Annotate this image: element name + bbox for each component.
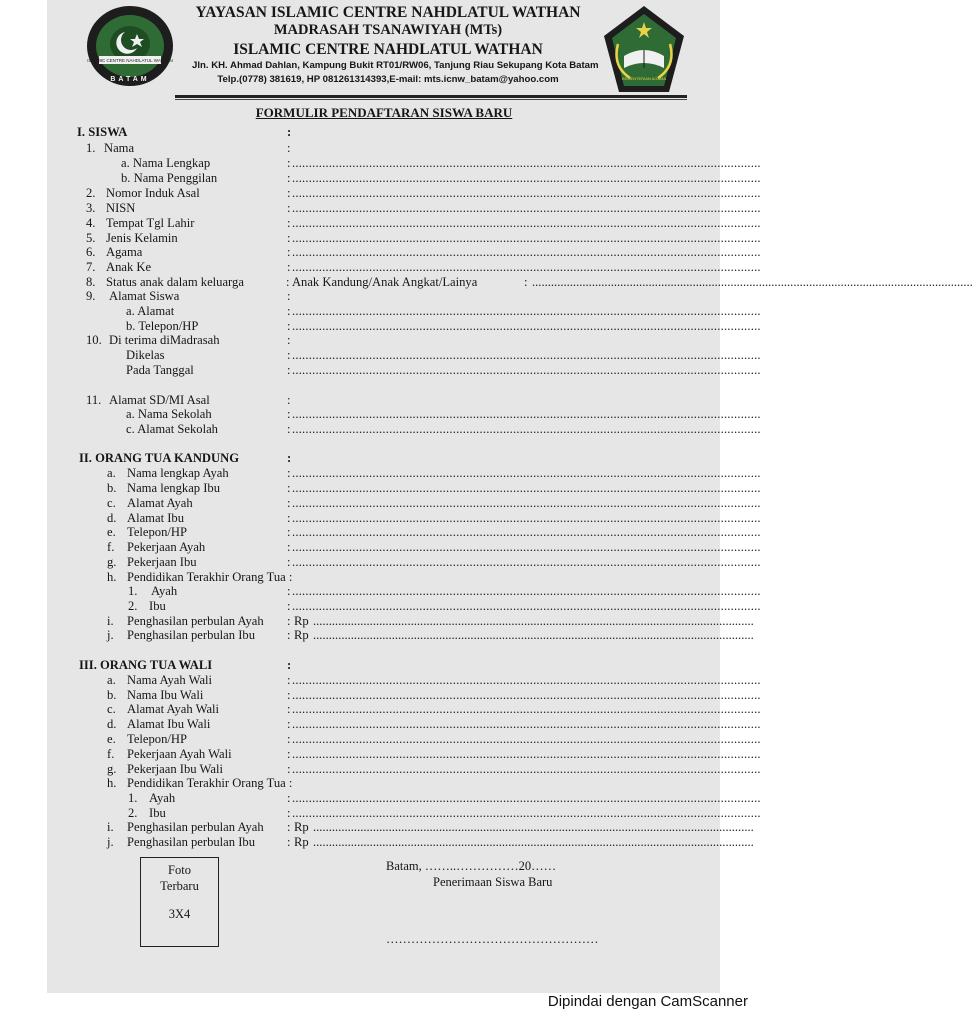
field-label: Alamat Ayah Wali [127, 702, 220, 716]
field-colon: : [287, 141, 291, 155]
field-label: Alamat Siswa [109, 289, 180, 303]
field-number: d. [107, 511, 117, 525]
field-label: Telepon/HP [127, 732, 187, 746]
field-colon: : [287, 393, 291, 407]
section-title: III. ORANG TUA WALI [79, 658, 213, 672]
fill-in-line[interactable]: ............................................................................................................................................ [292, 156, 761, 170]
field-label: c. Alamat Sekolah [126, 422, 218, 436]
field-colon: : [287, 702, 291, 716]
field-number: 2. [128, 806, 138, 820]
form-field-row [0, 319, 768, 334]
field-colon: : [287, 407, 291, 421]
foundation-name: YAYASAN ISLAMIC CENTRE NAHDLATUL WATHAN [195, 4, 581, 21]
field-label: Alamat SD/MI Asal [109, 393, 210, 407]
fill-in-line[interactable]: ............................................................................................................................................ [292, 201, 761, 215]
currency-label: Rp [294, 628, 309, 642]
section-heading [0, 451, 768, 466]
scanner-watermark: Dipindai dengan CamScanner [547, 993, 748, 1010]
field-number: b. [107, 481, 117, 495]
field-number: 1. [128, 584, 138, 598]
field-number: 1. [86, 141, 96, 155]
field-label: Jenis Kelamin [106, 231, 178, 245]
field-number: c. [107, 496, 116, 510]
fill-in-line[interactable]: ............................................................................................................................................ [292, 407, 761, 421]
form-field-row [0, 245, 768, 260]
form-field-row [0, 762, 768, 777]
fill-in-line[interactable]: ............................................................................................................................................ [292, 555, 761, 569]
field-number: 10. [86, 333, 102, 347]
field-label: a. Nama Sekolah [126, 407, 212, 421]
form-field-row [0, 806, 768, 821]
currency-label: Rp [294, 820, 309, 834]
field-colon: : [287, 451, 292, 465]
field-number: 4. [86, 216, 96, 230]
photo-label-2: Terbaru [160, 879, 199, 893]
form-field-row [0, 466, 768, 481]
field-label: Pada Tanggal [126, 363, 194, 377]
form-field-row [0, 747, 768, 762]
svg-text:KEMENTERIAN AGAMA: KEMENTERIAN AGAMA [621, 76, 667, 81]
form-field-row [0, 525, 768, 540]
field-number: 1. [128, 791, 138, 805]
form-field-row [0, 231, 768, 246]
signature-title: Penerimaan Siswa Baru [433, 875, 553, 889]
form-field-row [0, 628, 768, 643]
field-number: 11. [86, 393, 102, 407]
form-field-row [0, 156, 768, 171]
field-number: f. [107, 540, 115, 554]
field-number: 7. [86, 260, 96, 274]
fill-in-line[interactable]: ............................................................................................................................................ [292, 702, 761, 716]
section-title: II. ORANG TUA KANDUNG [79, 451, 240, 465]
field-label: Status anak dalam keluarga [106, 275, 244, 289]
field-number: 6. [86, 245, 96, 259]
fill-in-line[interactable]: ............................................................................................................................................ [292, 525, 761, 539]
fill-in-line[interactable]: ............................................................................................................................................ [292, 363, 761, 377]
field-number: 8. [86, 275, 96, 289]
field-colon: : [287, 673, 291, 687]
field-label: Nama Ayah Wali [127, 673, 213, 687]
field-label: Nama lengkap Ibu [127, 481, 221, 495]
signature-date: Batam, ……..……………20…… [386, 859, 557, 873]
field-colon: : [287, 762, 291, 776]
form-field-row [0, 275, 973, 290]
form-field-row [0, 614, 768, 629]
field-colon: : [287, 481, 291, 495]
field-label: Ibu [149, 806, 166, 820]
school-address: Jln. KH. Ahmad Dahlan, Kampung Bukit RT01/RW06, Tanjung Riau Sekupang Kota Batam [192, 60, 599, 71]
form-field-row [0, 702, 768, 717]
field-colon: : [287, 466, 291, 480]
field-label: Dikelas [126, 348, 165, 362]
field-number: 2. [128, 599, 138, 613]
field-colon: : [287, 599, 291, 613]
field-label: Pendidikan Terakhir Orang Tua : [127, 776, 293, 790]
form-field-row [0, 540, 768, 555]
field-colon: : [524, 275, 528, 289]
field-colon: : [287, 614, 291, 628]
section-title: I. SISWA [77, 125, 128, 139]
field-number: c. [107, 702, 116, 716]
field-label: Penghasilan perbulan Ayah [127, 614, 264, 628]
field-label: a. Nama Lengkap [121, 156, 211, 170]
field-number: h. [107, 776, 117, 790]
field-label: Alamat Ayah [127, 496, 193, 510]
field-label: Alamat Ibu [127, 511, 185, 525]
form-field-row [0, 791, 768, 806]
field-colon: : [287, 496, 291, 510]
field-colon: : [287, 348, 291, 362]
form-field-row [0, 673, 768, 688]
form-field-row [0, 688, 768, 703]
photo-label: Foto [168, 863, 191, 877]
form-field-row [0, 835, 768, 850]
fill-in-line[interactable]: ............................................................................................................................................ [313, 628, 754, 642]
field-colon: : [287, 363, 291, 377]
field-number: j. [107, 628, 114, 642]
field-colon: : [287, 791, 291, 805]
form-title: FORMULIR PENDAFTARAN SISWA BARU [255, 105, 513, 120]
field-label: Pendidikan Terakhir Orang Tua : [127, 570, 293, 584]
field-label: Pekerjaan Ayah [127, 540, 206, 554]
form-field-row [0, 304, 768, 319]
field-label: Telepon/HP [127, 525, 187, 539]
field-colon: : [287, 289, 291, 303]
field-label: Nama Ibu Wali [127, 688, 204, 702]
form-field-row [0, 555, 768, 570]
field-label: Tempat Tgl Lahir [106, 216, 195, 230]
fill-in-line[interactable]: ............................................................................................................................................ [292, 466, 761, 480]
field-number: h. [107, 570, 117, 584]
field-number: b. [107, 688, 117, 702]
field-colon: : [287, 511, 291, 525]
field-label: Di terima diMadrasah [109, 333, 220, 347]
field-colon: : [287, 747, 291, 761]
form-field-row [0, 599, 768, 614]
fill-in-line[interactable]: ............................................................................................................................................ [313, 820, 754, 834]
field-number: e. [107, 732, 116, 746]
header-rule-thin [175, 99, 687, 100]
field-label: Nama [104, 141, 135, 155]
field-number: 2. [86, 186, 96, 200]
field-number: a. [107, 673, 116, 687]
field-label: NISN [106, 201, 136, 215]
field-colon: : [287, 231, 291, 245]
currency-label: Rp [294, 614, 309, 628]
form-field-row [0, 511, 768, 526]
field-colon: : [287, 732, 291, 746]
field-colon: : [287, 201, 291, 215]
field-label: Penghasilan perbulan Ibu [127, 628, 256, 642]
field-colon: : [287, 245, 291, 259]
fill-in-line[interactable]: ............................................................................................................................................ [292, 186, 761, 200]
field-colon: : [287, 156, 291, 170]
field-colon: : [287, 688, 291, 702]
field-colon: : [287, 835, 291, 849]
school-type: MADRASAH TSANAWIYAH (MTs) [273, 22, 503, 38]
form-field-row [0, 481, 768, 496]
field-number: i. [107, 614, 114, 628]
fill-in-line[interactable]: ............................................................................................................................................ [292, 806, 761, 820]
fill-in-line[interactable]: ............................................................................................................................................ [292, 304, 761, 318]
fill-in-line[interactable]: ............................................................................................................................................ [292, 791, 761, 805]
photo-size: 3X4 [168, 907, 191, 921]
field-number: d. [107, 717, 117, 731]
field-label: b. Nama Penggilan [121, 171, 218, 185]
fill-in-line[interactable]: ............................................................................................................................................ [292, 584, 761, 598]
fill-in-line[interactable]: ............................................................................................................................................ [292, 732, 761, 746]
field-number: 9. [86, 289, 96, 303]
field-colon: : [287, 304, 291, 318]
field-label: Anak Ke [106, 260, 152, 274]
field-number: g. [107, 555, 117, 569]
field-number: f. [107, 747, 115, 761]
form-field-row [0, 348, 768, 363]
field-number: j. [107, 835, 114, 849]
kemenag-logo [602, 4, 686, 96]
form-field-row [0, 584, 768, 599]
field-label: Ibu [149, 599, 166, 613]
field-number: i. [107, 820, 114, 834]
field-label: Nama lengkap Ayah [127, 466, 229, 480]
form-field-row [0, 141, 768, 156]
field-label: Penghasilan perbulan Ibu [127, 835, 256, 849]
form-field-row [0, 171, 768, 186]
field-colon: : [287, 319, 291, 333]
form-field-row [0, 333, 768, 348]
field-label: a. Alamat [126, 304, 175, 318]
form-field-row [0, 570, 768, 585]
field-colon: : [287, 806, 291, 820]
field-number: e. [107, 525, 116, 539]
form-field-row [0, 496, 768, 511]
fill-in-line[interactable]: ............................................................................................................................................ [292, 747, 761, 761]
field-label: Pekerjaan Ibu [127, 555, 197, 569]
fill-in-line[interactable]: ............................................................................................................................................ [292, 688, 761, 702]
field-colon: : [287, 422, 291, 436]
fill-in-line[interactable]: ............................................................................................................................................ [292, 599, 761, 613]
fill-in-line[interactable]: ............................................................................................................................................ [292, 422, 761, 436]
section-heading [0, 125, 768, 140]
field-number: 5. [86, 231, 96, 245]
form-field-row [0, 732, 768, 747]
field-label: Pekerjaan Ibu Wali [127, 762, 223, 776]
field-colon: : [287, 820, 291, 834]
form-field-row [0, 201, 768, 216]
school-contact: Telp.(0778) 381619, HP 081261314393,E-mail: mts.icnw_batam@yahoo.com [217, 74, 559, 85]
fill-in-line[interactable]: ............................................................................................................................................ [292, 717, 761, 731]
fill-in-line[interactable]: ............................................................................................................................................ [532, 275, 973, 289]
field-colon: : [287, 333, 291, 347]
fill-in-line[interactable]: ............................................................................................................................................ [292, 673, 761, 687]
madrasah-logo [85, 4, 175, 88]
form-field-row [0, 717, 768, 732]
fill-in-line[interactable]: ............................................................................................................................................ [292, 348, 761, 362]
currency-label: Rp [294, 835, 309, 849]
fill-in-line[interactable]: ............................................................................................................................................ [292, 540, 761, 554]
photo-box [140, 857, 219, 947]
field-label: Alamat Ibu Wali [127, 717, 211, 731]
fill-in-line[interactable]: ............................................................................................................................................ [292, 496, 761, 510]
form-field-row [0, 186, 768, 201]
fill-in-line[interactable]: ............................................................................................................................................ [292, 762, 761, 776]
fill-in-line[interactable]: ............................................................................................................................................ [292, 171, 761, 185]
field-number: a. [107, 466, 116, 480]
fill-in-line[interactable]: ............................................................................................................................................ [313, 835, 754, 849]
field-label: Agama [106, 245, 143, 259]
field-label: Pekerjaan Ayah Wali [127, 747, 232, 761]
field-colon: : [287, 171, 291, 185]
form-field-row [0, 393, 768, 408]
field-colon: : [287, 260, 291, 274]
form-field-row [0, 363, 768, 378]
field-colon: : [287, 525, 291, 539]
fill-in-line[interactable]: ............................................................................................................................................ [292, 481, 761, 495]
field-colon: : [287, 717, 291, 731]
fill-in-line[interactable]: ............................................................................................................................................ [292, 245, 761, 259]
field-colon: : [287, 540, 291, 554]
svg-text:ISLAMIC CENTRE NAHDLATUL WATHA: ISLAMIC CENTRE NAHDLATUL WATHAN [87, 58, 173, 63]
field-label: Ayah [151, 584, 178, 598]
school-name: ISLAMIC CENTRE NAHDLATUL WATHAN [233, 41, 543, 58]
field-colon: : [287, 584, 291, 598]
header-rule [175, 95, 687, 98]
fill-in-line[interactable]: ............................................................................................................................................ [292, 319, 761, 333]
field-label: Nomor Induk Asal [106, 186, 200, 200]
field-label: b. Telepon/HP [126, 319, 199, 333]
form-field-row [0, 216, 768, 231]
field-colon: : [287, 555, 291, 569]
fill-in-line[interactable]: ............................................................................................................................................ [292, 511, 761, 525]
field-colon: : [287, 628, 291, 642]
form-field-row [0, 407, 768, 422]
section-heading [0, 658, 768, 673]
fill-in-line[interactable]: ............................................................................................................................................ [292, 260, 761, 274]
form-field-row [0, 820, 768, 835]
field-number: 3. [86, 201, 96, 215]
fill-in-line[interactable]: ............................................................................................................................................ [313, 614, 754, 628]
fill-in-line[interactable]: ............................................................................................................................................ [292, 231, 761, 245]
form-field-row [0, 260, 768, 275]
field-number: g. [107, 762, 117, 776]
form-field-row [0, 289, 768, 304]
status-options: : Anak Kandung/Anak Angkat/Lainya [286, 275, 478, 289]
form-field-row [0, 422, 768, 437]
field-label: Penghasilan perbulan Ayah [127, 820, 264, 834]
form-field-row [0, 776, 768, 791]
signature-line: …………………………………………… [386, 932, 599, 946]
field-colon: : [287, 125, 292, 139]
fill-in-line[interactable]: ............................................................................................................................................ [292, 216, 761, 230]
field-colon: : [287, 216, 291, 230]
field-colon: : [287, 186, 291, 200]
field-colon: : [287, 658, 292, 672]
field-label: Ayah [149, 791, 176, 805]
svg-text:BATAM: BATAM [110, 76, 150, 83]
